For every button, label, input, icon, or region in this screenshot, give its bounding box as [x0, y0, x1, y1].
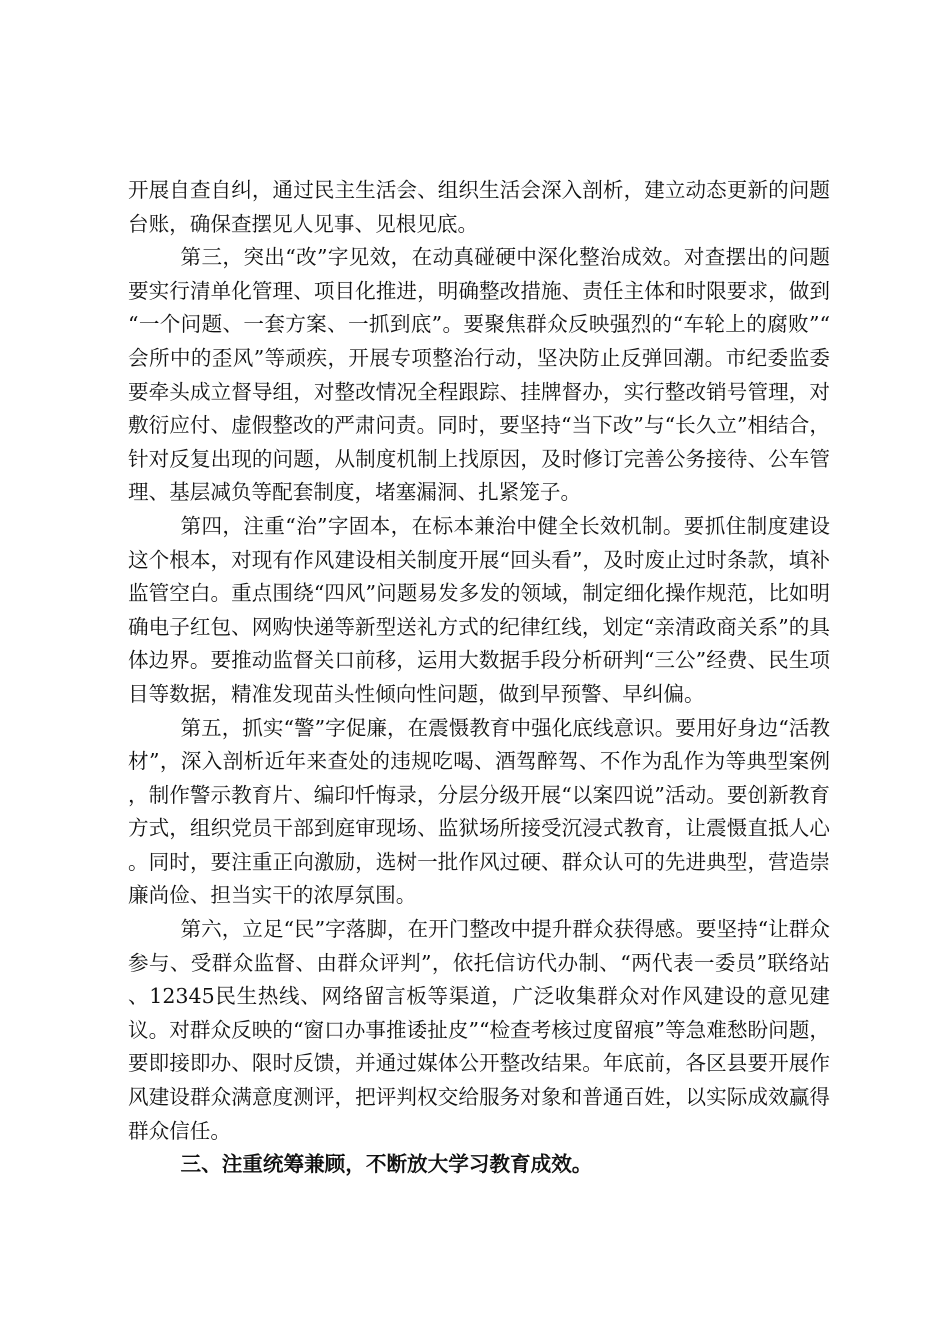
section-heading: 三、注重统筹兼顾，不断放大学习教育成效。	[180, 1152, 593, 1177]
paragraph-continuation: 开展自查自纠，通过民主生活会、组织生活会深入剖析，建立动态更新的问题台账，确保查摆见人见事、见根见底。	[128, 178, 830, 236]
document-body	[128, 174, 830, 1182]
paragraph-third-point: 第三，突出“改”字见效，在动真碰硬中深化整治成效。对查摆出的问题要实行清单化管理、项目化推进，明确整改措施、责任主体和时限要求，做到“一个问题、一套方案、一抓到底”。要聚焦群众反映强烈的“车轮上的腐败”“会所中的歪风”等顽疾，开展专项整治行动，坚决防止反弹回潮。市纪委监委要牵头成立督导组，对整改情况全程跟踪、挂牌督办，实行整改销号管理，对敷衍应付、虚假整改的严肃问责。同时，要坚持“当下改”与“长久立”相结合，针对反复出现的问题，从制度机制上找原因，及时修订完善公务接待、公车管理、基层减负等配套制度，堵塞漏洞、扎紧笼子。	[128, 245, 830, 505]
paragraph-fifth-point: 第五，抓实“警”字促廉，在震慑教育中强化底线意识。要用好身边“活教材”，深入剖析近年来查处的违规吃喝、酒驾醉驾、不作为乱作为等典型案例，制作警示教育片、编印忏悔录，分层分级开展“以案四说”活动。要创新教育方式，组织党员干部到庭审现场、监狱场所接受沉浸式教育，让震慑直抵人心。同时，要注重正向激励，选树一批作风过硬、群众认可的先进典型，营造崇廉尚俭、担当实干的浓厚氛围。	[128, 715, 830, 908]
paragraph-fourth-point: 第四，注重“治”字固本，在标本兼治中健全长效机制。要抓住制度建设这个根本，对现有作风建设相关制度开展“回头看”，及时废止过时条款，填补监管空白。重点围绕“四风”问题易发多发的领域，制定细化操作规范，比如明确电子红包、网购快递等新型送礼方式的纪律红线，划定“亲清政商关系”的具体边界。要推动监督关口前移，运用大数据手段分析研判“三公”经费、民生项目等数据，精准发现苗头性倾向性问题，做到早预警、早纠偏。	[128, 513, 830, 706]
paragraph-sixth-point: 第六，立足“民”字落脚，在开门整改中提升群众获得感。要坚持“让群众参与、受群众监督、由群众评判”，依托信访代办制、“两代表一委员”联络站、12345民生热线、网络留言板等渠道，广泛收集群众对作风建设的意见建议。对群众反映的“窗口办事推诿扯皮”“检查考核过度留痕”等急难愁盼问题，要即接即办、限时反馈，并通过媒体公开整改结果。年底前，各区县要开展作风建设群众满意度测评，把评判权交给服务对象和普通百姓，以实际成效赢得群众信任。	[128, 917, 830, 1143]
